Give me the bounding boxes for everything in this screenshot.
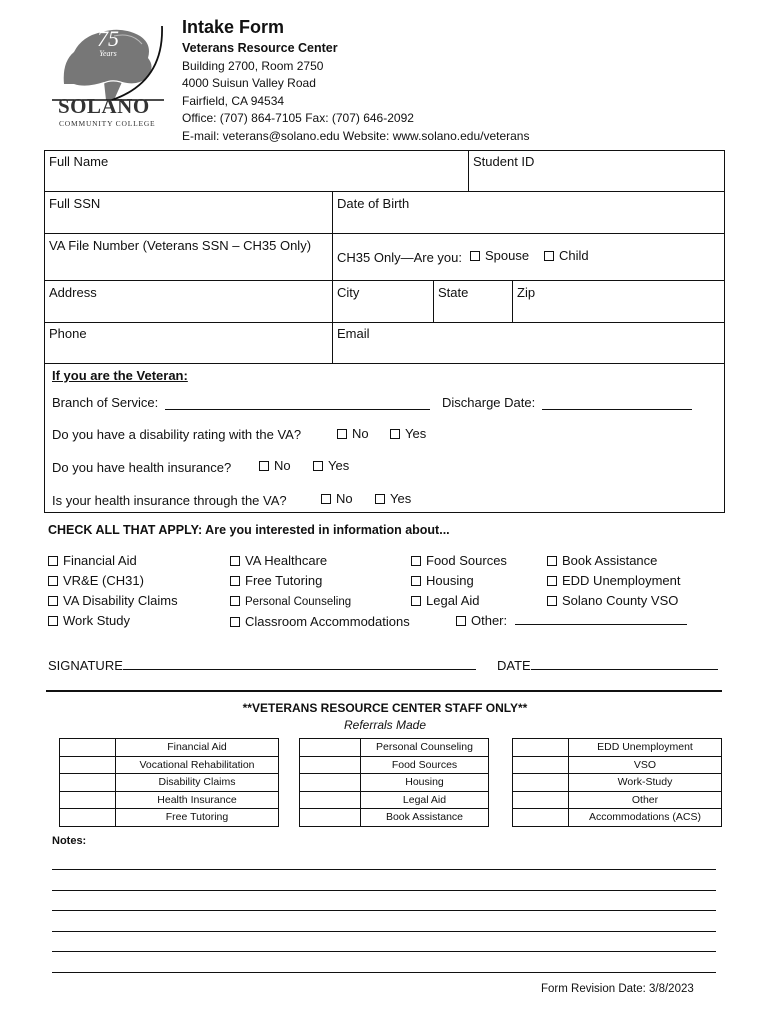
- referral-label: Disability Claims: [116, 774, 279, 792]
- interest-label: VR&E (CH31): [63, 573, 144, 588]
- staff-subheading: Referrals Made: [343, 718, 427, 732]
- table-row: [300, 756, 489, 774]
- referral-label: Accommodations (ACS): [569, 809, 722, 827]
- no-label: No: [274, 458, 291, 473]
- state-label: State: [438, 285, 469, 300]
- other-input[interactable]: [515, 624, 687, 625]
- interests-col-3: [411, 551, 507, 611]
- referral-label: Free Tutoring: [116, 809, 279, 827]
- referrals-table-1: [59, 738, 279, 827]
- interests-col-2: [230, 551, 410, 632]
- checkbox-icon[interactable]: [230, 596, 240, 606]
- email-label: Email: [337, 326, 370, 341]
- field-phone[interactable]: [44, 322, 333, 364]
- referral-checkbox[interactable]: [60, 809, 116, 827]
- referrals-table-2: [299, 738, 489, 827]
- referral-checkbox[interactable]: [60, 774, 116, 792]
- interest-personal-counseling[interactable]: [230, 591, 410, 612]
- table-row: [513, 809, 722, 827]
- table-row: [60, 739, 279, 757]
- field-full-name[interactable]: [44, 150, 469, 192]
- branch-input[interactable]: [165, 409, 430, 410]
- checkbox-icon[interactable]: [456, 616, 466, 626]
- field-email[interactable]: [332, 322, 725, 364]
- referral-checkbox[interactable]: [513, 739, 569, 757]
- interest-solano-county-vso[interactable]: [547, 591, 681, 611]
- referral-label: Work-Study: [569, 774, 722, 792]
- table-row: [513, 774, 722, 792]
- address-line-1: Building 2700, Room 2750: [182, 58, 324, 73]
- table-row: [60, 774, 279, 792]
- yes-label: Yes: [328, 458, 350, 473]
- branch-label: Branch of Service:: [52, 395, 159, 410]
- interest-label: Housing: [426, 573, 474, 588]
- logo-badge: 75 Years: [97, 26, 119, 58]
- notes-line[interactable]: [52, 910, 716, 911]
- interest-classroom-accommodations[interactable]: [230, 612, 410, 632]
- interests-col-4: [547, 551, 681, 611]
- dob-label: Date of Birth: [337, 196, 410, 211]
- child-checkbox[interactable]: [544, 251, 554, 261]
- yes-label: Yes: [390, 491, 412, 506]
- notes-line[interactable]: [52, 931, 716, 932]
- insurance-no-option[interactable]: [259, 458, 291, 473]
- child-option[interactable]: [544, 248, 589, 263]
- interest-book-assistance[interactable]: [547, 551, 681, 571]
- insurance-yes-checkbox[interactable]: [313, 461, 323, 471]
- checkbox-icon[interactable]: [230, 576, 240, 586]
- field-zip[interactable]: [512, 280, 725, 323]
- interest-label: Classroom Accommodations: [245, 614, 410, 629]
- checkbox-icon[interactable]: [230, 556, 240, 566]
- checkbox-icon[interactable]: [48, 596, 58, 606]
- insurance-no-checkbox[interactable]: [259, 461, 269, 471]
- phone-label: Phone: [49, 326, 87, 341]
- veteran-heading: If you are the Veteran:: [52, 368, 188, 383]
- section-divider: [46, 690, 722, 692]
- no-label: No: [352, 426, 369, 441]
- interests-heading: CHECK ALL THAT APPLY: Are you interested in information about...: [48, 523, 450, 537]
- field-address[interactable]: [44, 280, 333, 323]
- field-date-of-birth[interactable]: [332, 191, 725, 234]
- signature-input[interactable]: [123, 669, 476, 670]
- checkbox-icon[interactable]: [547, 596, 557, 606]
- through-va-yes-checkbox[interactable]: [375, 494, 385, 504]
- yes-label: Yes: [405, 426, 427, 441]
- referral-checkbox[interactable]: [300, 774, 361, 792]
- address-line-2: 4000 Suisun Valley Road: [182, 76, 316, 90]
- student-id-label: Student ID: [473, 154, 535, 169]
- form-header: [182, 14, 742, 145]
- interest-legal-aid[interactable]: [411, 591, 507, 611]
- spouse-label: Spouse: [485, 248, 530, 263]
- interest-label: Personal Counseling: [245, 596, 352, 608]
- interest-label: Work Study: [63, 613, 130, 628]
- page-title: Intake Form: [182, 17, 285, 37]
- interest-housing[interactable]: [411, 571, 507, 591]
- through-va-yes-option[interactable]: [375, 491, 411, 506]
- table-row: [513, 739, 722, 757]
- table-row: [60, 809, 279, 827]
- disability-question: Do you have a disability rating with the VA?: [52, 427, 302, 442]
- discharge-input[interactable]: [542, 409, 692, 410]
- interest-label: VA Healthcare: [245, 553, 328, 568]
- spouse-option[interactable]: [470, 248, 529, 263]
- interest-free-tutoring[interactable]: [230, 571, 410, 591]
- disability-no-checkbox[interactable]: [337, 429, 347, 439]
- date-row: [497, 658, 718, 673]
- through-va-question: Is your health insurance through the VA?: [52, 493, 287, 508]
- field-city[interactable]: [332, 280, 434, 323]
- referral-label: Other: [569, 791, 722, 809]
- disability-yes-checkbox[interactable]: [390, 429, 400, 439]
- interest-label: Financial Aid: [63, 553, 137, 568]
- through-va-no-option[interactable]: [321, 491, 353, 506]
- interest-other[interactable]: [456, 611, 687, 631]
- referral-checkbox[interactable]: [513, 756, 569, 774]
- referral-checkbox[interactable]: [60, 756, 116, 774]
- referral-label: Legal Aid: [361, 791, 489, 809]
- table-row: [300, 791, 489, 809]
- college-logo: [52, 22, 167, 134]
- veteran-section: [44, 363, 725, 513]
- date-label: DATE: [497, 658, 531, 673]
- discharge-label: Discharge Date:: [442, 395, 536, 410]
- spouse-checkbox[interactable]: [470, 251, 480, 261]
- table-row: [60, 756, 279, 774]
- interest-label: VA Disability Claims: [63, 593, 178, 608]
- through-va-no-checkbox[interactable]: [321, 494, 331, 504]
- referral-label: Vocational Rehabilitation: [116, 756, 279, 774]
- interest-label: Free Tutoring: [245, 573, 323, 588]
- form-revision-date: Form Revision Date: 3/8/2023: [541, 983, 694, 995]
- checkbox-icon[interactable]: [411, 596, 421, 606]
- interest-va-disability-claims[interactable]: [48, 591, 178, 611]
- interests-col-1: [48, 551, 178, 631]
- referral-label: Housing: [361, 774, 489, 792]
- table-row: [300, 809, 489, 827]
- no-label: No: [336, 491, 353, 506]
- checkbox-icon[interactable]: [48, 576, 58, 586]
- referral-checkbox[interactable]: [300, 739, 361, 757]
- field-va-file-number[interactable]: [44, 233, 333, 281]
- interest-edd-unemployment[interactable]: [547, 571, 681, 591]
- referral-checkbox[interactable]: [300, 791, 361, 809]
- referral-checkbox[interactable]: [60, 739, 116, 757]
- interest-label: Food Sources: [426, 553, 507, 568]
- referral-label: Book Assistance: [361, 809, 489, 827]
- checkbox-icon[interactable]: [547, 556, 557, 566]
- field-state[interactable]: [433, 280, 513, 323]
- checkbox-icon[interactable]: [48, 556, 58, 566]
- checkbox-icon[interactable]: [411, 576, 421, 586]
- referral-checkbox[interactable]: [513, 809, 569, 827]
- referral-checkbox[interactable]: [300, 756, 361, 774]
- notes-line[interactable]: [52, 890, 716, 891]
- checkbox-icon[interactable]: [48, 616, 58, 626]
- org-name: Veterans Resource Center: [182, 41, 338, 55]
- field-ch35: [332, 233, 725, 281]
- referral-label: Financial Aid: [116, 739, 279, 757]
- other-label: Other:: [471, 613, 508, 628]
- disability-no-option[interactable]: [337, 426, 369, 441]
- table-row: [300, 739, 489, 757]
- full-name-label: Full Name: [49, 154, 109, 169]
- disability-yes-option[interactable]: [390, 426, 426, 441]
- va-file-label: VA File Number (Veterans SSN – CH35 Only): [49, 238, 312, 253]
- table-row: [300, 774, 489, 792]
- referral-label: Food Sources: [361, 756, 489, 774]
- referrals-table-3: [512, 738, 722, 827]
- staff-heading: **VETERANS RESOURCE CENTER STAFF ONLY**: [242, 701, 528, 715]
- interest-label: EDD Unemployment: [562, 573, 681, 588]
- insurance-yes-option[interactable]: [313, 458, 349, 473]
- referral-checkbox[interactable]: [300, 809, 361, 827]
- referral-checkbox[interactable]: [513, 774, 569, 792]
- interest-food-sources[interactable]: [411, 551, 507, 571]
- notes-line[interactable]: [52, 869, 716, 870]
- referral-checkbox[interactable]: [60, 791, 116, 809]
- interest-label: Legal Aid: [426, 593, 480, 608]
- logo-name: SOLANO: [58, 94, 150, 118]
- ch35-label: CH35 Only—Are you:: [337, 250, 462, 265]
- zip-label: Zip: [517, 285, 536, 300]
- address-line-3: Fairfield, CA 94534: [182, 93, 285, 108]
- city-label: City: [337, 285, 360, 300]
- table-row: [513, 756, 722, 774]
- notes-line[interactable]: [52, 972, 716, 973]
- table-row: [60, 791, 279, 809]
- referral-label: Health Insurance: [116, 791, 279, 809]
- contact-phone: Office: (707) 864-7105 Fax: (707) 646-2092: [182, 111, 414, 125]
- interest-label: Solano County VSO: [562, 593, 679, 608]
- interest-work-study[interactable]: [48, 611, 178, 631]
- notes-label: Notes:: [52, 835, 87, 847]
- field-full-ssn[interactable]: [44, 191, 333, 234]
- full-ssn-label: Full SSN: [49, 196, 101, 211]
- child-label: Child: [559, 248, 589, 263]
- checkbox-icon[interactable]: [411, 556, 421, 566]
- date-input[interactable]: [531, 669, 718, 670]
- interest-va-healthcare[interactable]: [230, 551, 410, 571]
- logo-subtitle: COMMUNITY COLLEGE: [59, 119, 156, 128]
- signature-row: [48, 658, 476, 673]
- referral-checkbox[interactable]: [513, 791, 569, 809]
- referral-label: EDD Unemployment: [569, 739, 722, 757]
- interest-label: Book Assistance: [562, 553, 658, 568]
- checkbox-icon[interactable]: [230, 617, 240, 627]
- insurance-question: Do you have health insurance?: [52, 460, 232, 475]
- checkbox-icon[interactable]: [547, 576, 557, 586]
- referral-label: VSO: [569, 756, 722, 774]
- referral-label: Personal Counseling: [361, 739, 489, 757]
- contact-email: E-mail: veterans@solano.edu Website: www.solano.edu/veterans: [182, 128, 530, 143]
- interest-vre[interactable]: [48, 571, 178, 591]
- address-label: Address: [49, 285, 97, 300]
- notes-line[interactable]: [52, 951, 716, 952]
- interest-financial-aid[interactable]: [48, 551, 178, 571]
- field-student-id[interactable]: [468, 150, 725, 192]
- table-row: [513, 791, 722, 809]
- signature-label: SIGNATURE: [48, 658, 123, 673]
